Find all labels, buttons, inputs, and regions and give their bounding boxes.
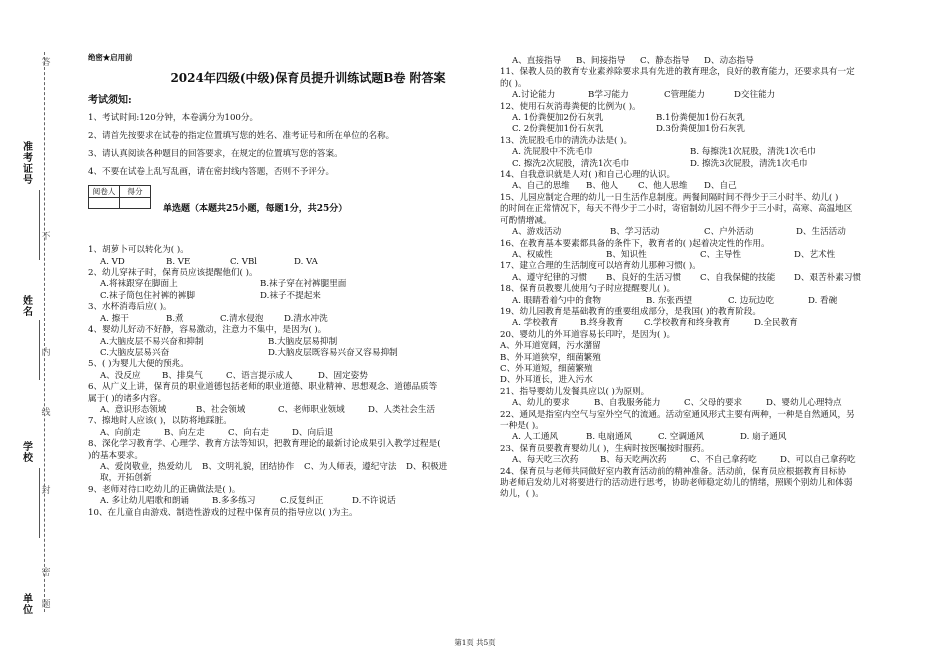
answer-option[interactable]: B. VE <box>166 256 191 267</box>
answer-option[interactable]: C. 边玩边吃 <box>728 295 775 306</box>
answer-option[interactable]: D、人类社会生活 <box>368 404 436 415</box>
answer-option[interactable]: B.终身教育 <box>580 318 624 329</box>
answer-option[interactable]: D.大脑皮层既容易兴奋又容易抑制 <box>268 347 398 358</box>
answer-option[interactable]: D、自己 <box>704 181 737 192</box>
seal-mark-seal: 封 <box>41 486 51 496</box>
answer-option[interactable]: C管理能力 <box>664 90 705 101</box>
answer-option[interactable]: C. 空调通风 <box>658 432 705 443</box>
answer-option[interactable]: D. 擦洗3次屁股，清洗1次毛巾 <box>690 158 808 169</box>
answer-option[interactable]: C.清水侵泡 <box>220 313 264 324</box>
answer-option[interactable]: A. 多让幼儿唱歌和朗诵 <box>100 496 190 507</box>
answer-option[interactable]: B学习能力 <box>588 90 629 101</box>
score-header: 得分 <box>120 185 151 197</box>
answer-option[interactable]: A、遵守纪律的习惯 <box>512 272 587 283</box>
answer-option[interactable]: B.多多练习 <box>212 496 256 507</box>
option-row <box>88 314 488 325</box>
answer-option[interactable]: A、向前走 <box>100 427 141 438</box>
answer-option[interactable]: B、他人 <box>586 181 619 192</box>
answer-option[interactable]: D交往能力 <box>734 90 776 101</box>
answer-option[interactable]: D、生活活动 <box>796 227 846 238</box>
right-column <box>500 56 918 501</box>
answer-option[interactable]: A、没反应 <box>100 370 141 381</box>
answer-option[interactable]: D. 看碗 <box>808 295 838 306</box>
answer-option[interactable]: B、自我服务能力 <box>594 398 661 409</box>
question <box>500 170 918 193</box>
section-title: 单选题（本题共25小题，每题1分，共25分） <box>163 203 348 214</box>
answer-option[interactable]: C.反复纠正 <box>280 496 324 507</box>
question <box>500 387 918 410</box>
question-stem: 1、胡萝卜可以转化为( )。 <box>88 245 189 256</box>
answer-option[interactable]: B. 电扇通风 <box>586 432 633 443</box>
answer-option[interactable]: A、每天吃三次药 <box>512 455 579 466</box>
notice-item: 3、请认真阅读各种题目的回答要求，在规定的位置填写您的答案。 <box>88 149 343 160</box>
option-row <box>88 348 488 359</box>
question <box>88 359 488 382</box>
score-row <box>88 185 488 215</box>
question-stem: 11、保教人员的教育专业素养除要求具有先进的教育理念，良好的教育能力，还要求具有一定 <box>500 67 855 78</box>
answer-option[interactable]: D、可以自己拿药吃 <box>780 455 856 466</box>
answer-option[interactable]: C. VBl <box>230 256 258 267</box>
option-row <box>500 113 918 124</box>
answer-option[interactable]: C、自我保健的技能 <box>700 272 776 283</box>
question-stem: 10、在儿童自由游戏、制造性游戏的过程中保育员的指导应以( )为主。 <box>88 507 358 518</box>
question <box>500 102 918 136</box>
question-stem: 的( )。 <box>500 78 527 89</box>
question-stem: D、外耳道长，进入污水 <box>500 375 593 386</box>
answer-option[interactable]: B.大脑皮层易抑制 <box>268 336 338 347</box>
answer-option[interactable]: B、间接指导 <box>576 56 626 66</box>
answer-option[interactable]: B. 每擦洗1次屁股，清洗1次毛巾 <box>690 147 816 158</box>
answer-option[interactable]: D. VA <box>294 256 318 267</box>
answer-option[interactable]: A、直接指导 <box>512 56 562 66</box>
question-stem: 24、保育员与老师共同做好室内教育活动前的精神准备。活动前，保育员应根据教育目标协 <box>500 466 847 477</box>
option-row <box>500 455 918 466</box>
question-stem: A、外耳道宽阔，污水潴留 <box>500 341 601 352</box>
option-row <box>88 405 488 416</box>
answer-option[interactable]: D、艰苦朴素习惯 <box>794 272 862 283</box>
answer-option[interactable]: A. VD <box>100 256 125 267</box>
answer-option[interactable]: C、不自己拿药吃 <box>690 455 757 466</box>
answer-option[interactable]: D、艺术性 <box>794 249 836 260</box>
option-row <box>500 273 918 284</box>
question-stem: 8、深化学习教育学、心理学、教育方法等知识，把教育理论的最新讨论成果引入教学过程是( <box>88 439 441 450</box>
answer-option[interactable]: B、向左走 <box>164 427 205 438</box>
answer-option[interactable]: A、爱岗敬业，热爱幼儿 <box>100 461 193 472</box>
answer-option[interactable]: A.讨论能力 <box>512 90 556 101</box>
seal-mark-question: 题 <box>41 600 51 610</box>
question <box>500 261 918 284</box>
answer-option[interactable]: B、排臭气 <box>162 370 203 381</box>
answer-option[interactable]: B. 东张西望 <box>646 295 693 306</box>
question-stem: 4、婴幼儿好动不好静，容易激动，注意力不集中，是因为( )。 <box>88 325 327 336</box>
answer-option[interactable]: C.大脑皮层易兴奋 <box>100 347 170 358</box>
question-stem: 17、建立合理的生活制度可以培育幼儿那种习惯( )。 <box>500 261 701 272</box>
seal-mark-line: 线 <box>41 408 51 418</box>
question-stem: )的基本要求。 <box>88 450 143 461</box>
confidential-label: 绝密★启用前 <box>88 53 133 62</box>
question <box>500 67 918 101</box>
answer-option[interactable]: D、固定姿势 <box>318 370 368 381</box>
option-row <box>500 250 918 261</box>
question <box>88 325 488 359</box>
answer-option[interactable]: A、自己的思维 <box>512 181 570 192</box>
answer-option[interactable]: D、动态指导 <box>704 56 754 66</box>
answer-option[interactable]: C.袜子筒包住衬裤的裤脚 <box>100 290 195 301</box>
answer-option[interactable]: B、知识性 <box>606 249 647 260</box>
candidate-id-line <box>39 190 40 260</box>
answer-option[interactable]: C、老师职业领域 <box>278 404 345 415</box>
question-stem: 属于( )的诸多内容。 <box>88 393 167 404</box>
question <box>88 268 488 302</box>
question-stem: 14、自我意识就是人对( )和自己心理的认识。 <box>500 170 676 181</box>
question-stem: 6、从广义上讲，保育员的职业道德包括老师的职业道德、职业精神、思想观念、道德品质等 <box>88 382 438 393</box>
question-stem: C、外耳道短，细菌繁殖 <box>500 363 593 374</box>
answer-option[interactable]: D、婴幼儿心理特点 <box>766 398 842 409</box>
score-table <box>88 185 151 209</box>
seal-mark-inside: 内 <box>41 348 51 358</box>
answer-option[interactable]: A、幼儿的要求 <box>512 398 570 409</box>
question <box>88 416 488 439</box>
notice-item: 1、考试时间:120分钟，本卷满分为100分。 <box>88 113 259 124</box>
answer-option[interactable]: C、向右走 <box>228 427 269 438</box>
school-label: 学校 <box>23 442 33 464</box>
question <box>88 382 488 416</box>
school-line <box>39 468 40 538</box>
question-stem: 一种是( )。 <box>500 421 544 431</box>
option-row <box>88 462 488 473</box>
question-stem: 3、水杯消毒后应( )。 <box>88 302 172 313</box>
option-row <box>500 181 918 192</box>
notice-item: 4、不要在试卷上乱写乱画，请在密封线内答题，否则不予评分。 <box>88 166 335 177</box>
option-row <box>500 124 918 135</box>
grader-header: 阅卷人 <box>89 185 120 197</box>
question <box>500 193 918 239</box>
question <box>500 330 918 387</box>
answer-option[interactable]: D. 扇子通风 <box>740 432 787 443</box>
question-stem: 幼儿，( )。 <box>500 489 544 500</box>
right-questions <box>500 56 918 501</box>
question-stem: 23、保育员要教育婴幼儿( )，生病时按医嘱按时服药。 <box>500 443 710 454</box>
answer-option[interactable]: A.大脑皮层不易兴奋和抑制 <box>100 336 204 347</box>
answer-option[interactable]: C、他人思维 <box>638 181 688 192</box>
spacer <box>88 215 488 245</box>
grader-cell[interactable] <box>89 198 120 209</box>
answer-option[interactable]: B.1份粪便加1份石灰乳 <box>656 113 745 124</box>
answer-option[interactable]: C.学校教育和终身教育 <box>644 318 731 329</box>
answer-option[interactable]: D.清水冲洗 <box>284 313 328 324</box>
option-row <box>88 291 488 302</box>
option-row <box>500 432 918 443</box>
answer-option[interactable]: B、学习活动 <box>610 227 660 238</box>
answer-option[interactable]: C、语言提示成人 <box>226 370 293 381</box>
seal-dashed-line <box>44 52 45 612</box>
answer-option[interactable]: A. 眼睛看着勺中的食物 <box>512 295 602 306</box>
option-row <box>500 159 918 170</box>
left-column <box>88 52 488 519</box>
answer-option[interactable]: C、静态指导 <box>640 56 690 66</box>
left-questions <box>88 245 488 519</box>
option-row <box>88 371 488 382</box>
option-row <box>88 279 488 290</box>
question-stem: 13、洗屁股毛巾的清洗办法是( )。 <box>500 135 633 146</box>
option-row <box>88 473 488 484</box>
seal-mark-answer: 答 <box>41 58 51 68</box>
answer-option[interactable]: B、社会领域 <box>196 404 246 415</box>
answer-option[interactable]: C、户外活动 <box>704 227 754 238</box>
question-stem: B、外耳道狭窄，细菌繁殖 <box>500 352 601 363</box>
binding-strip <box>0 0 60 671</box>
answer-option[interactable]: A、权威性 <box>512 249 553 260</box>
answer-option[interactable]: B、良好的生活习惯 <box>606 272 682 283</box>
question-stem: 20、婴幼儿的外耳道容易长印咛，是因为( )。 <box>500 329 676 340</box>
question-stem: 16、在教育基本要素都具备的条件下，教育者的( )起着决定性的作用。 <box>500 238 770 249</box>
answer-option[interactable]: D.不许说话 <box>352 496 396 507</box>
answer-option[interactable]: C. 2份粪便加1份石灰乳 <box>512 124 604 135</box>
notice-item: 2、请首先按要求在试卷的指定位置填写您的姓名、准考证号和所在单位的名称。 <box>88 131 395 142</box>
answer-option[interactable]: 取，开拓创新 <box>100 473 152 484</box>
option-row <box>500 398 918 409</box>
question-stem: 2、幼儿穿袜子时，保育员应该提醒他们( )。 <box>88 268 258 279</box>
question <box>500 410 918 444</box>
question <box>88 508 488 519</box>
notice-heading: 考试须知: <box>88 94 132 106</box>
question-stem: 7、擦地时人应该( )，以防将地踩脏。 <box>88 416 232 427</box>
exam-title: 2024年四级(中级)保育员提升训练试题B卷 附答案 <box>170 71 446 86</box>
option-row <box>88 428 488 439</box>
question-stem: 21、指导婴幼儿发餐具应以( )为原则。 <box>500 386 650 397</box>
answer-option[interactable]: A. 学校教育 <box>512 318 559 329</box>
question <box>500 444 918 467</box>
question <box>88 245 488 268</box>
question <box>88 485 488 508</box>
question-stem: 9、老师对待口吃幼儿的正确做法是( )。 <box>88 484 241 495</box>
answer-option[interactable]: D.全民教育 <box>754 318 798 329</box>
score-cell[interactable] <box>120 198 151 209</box>
answer-option[interactable]: C、主导性 <box>700 249 741 260</box>
question <box>500 284 918 307</box>
question-stem: 18、保育员教婴儿使用勺子时应提醒婴儿( )。 <box>500 284 676 295</box>
answer-option[interactable]: A. 人工通风 <box>512 432 559 443</box>
answer-option[interactable]: A、意识形态领域 <box>100 404 167 415</box>
question-stem: 的时间在正常情况下，每天不得少于二小时，寄宿制幼儿园不得少于三小时，高寒、高温地区 <box>500 204 853 215</box>
seal-mark-not: 不 <box>41 232 51 242</box>
question-stem: 19、幼儿园教育是基础教育的重要组成部分，是我国( )的教育阶段。 <box>500 306 761 317</box>
question-stem: 12、使用石灰消毒粪便的比例为( )。 <box>500 101 641 112</box>
answer-option[interactable]: A. 擦干 <box>100 313 129 324</box>
question <box>500 239 918 262</box>
candidate-id-label: 准考证号 <box>23 142 33 186</box>
answer-option[interactable]: A.将袜跟穿在脚面上 <box>100 279 178 290</box>
answer-option[interactable]: C、为人师表，遵纪守法 <box>304 461 397 472</box>
question <box>500 307 918 330</box>
option-row <box>500 296 918 307</box>
question <box>500 56 918 67</box>
answer-option[interactable]: D、积极进 <box>406 461 448 472</box>
option-row <box>500 56 918 67</box>
question <box>88 439 488 485</box>
option-row <box>500 147 918 158</box>
answer-option[interactable]: A. 1份粪便加2份石灰乳 <box>512 113 604 124</box>
answer-option[interactable]: B、文明礼貌，团结协作 <box>202 461 295 472</box>
answer-option[interactable]: C、父母的要求 <box>684 398 743 409</box>
question-stem: 15、儿园应制定合理的幼儿一日生活作息制度。两餐间隔时间不得少于三小时半、幼儿( ) <box>500 192 839 203</box>
option-row <box>88 337 488 348</box>
answer-option[interactable]: A、游戏活动 <box>512 227 562 238</box>
question <box>500 467 918 501</box>
answer-option[interactable]: D、向后退 <box>292 427 334 438</box>
option-row <box>88 496 488 507</box>
seal-mark-secret: 密 <box>41 568 51 578</box>
question-stem: 可酌情增减。 <box>500 215 552 226</box>
option-row <box>500 318 918 329</box>
name-label: 姓名 <box>23 296 33 318</box>
answer-option[interactable]: B.煮 <box>166 313 184 324</box>
question-stem: 助老师启发幼儿对将要进行的活动进行思考，协助老师稳定幼儿的情绪，照顾个别幼儿和体弱 <box>500 478 853 489</box>
unit-label: 单位 <box>23 594 33 616</box>
answer-option[interactable]: B.袜子穿在衬裤腿里面 <box>260 279 347 290</box>
question <box>88 302 488 325</box>
answer-option[interactable]: D.3份粪便加1份石灰乳 <box>656 124 746 135</box>
answer-option[interactable]: C. 擦洗2次屁股，清洗1次毛巾 <box>512 158 630 169</box>
option-row <box>500 227 918 238</box>
question-stem: 5、( )为婴儿大便的预兆。 <box>88 359 189 370</box>
question-stem: 22、通风是指室内空气与室外空气的流通。活动室通风形式主要有两种，一种是自然通风，另 <box>500 409 855 420</box>
page-footer: 第1页 共5页 <box>454 638 496 647</box>
answer-option[interactable]: A. 洗屁股中不洗毛巾 <box>512 147 593 158</box>
option-row <box>88 257 488 268</box>
answer-option[interactable]: B、每天吃两次药 <box>600 455 667 466</box>
answer-option[interactable]: D.袜子不提起来 <box>260 290 321 301</box>
question <box>500 136 918 170</box>
option-row <box>500 90 918 101</box>
